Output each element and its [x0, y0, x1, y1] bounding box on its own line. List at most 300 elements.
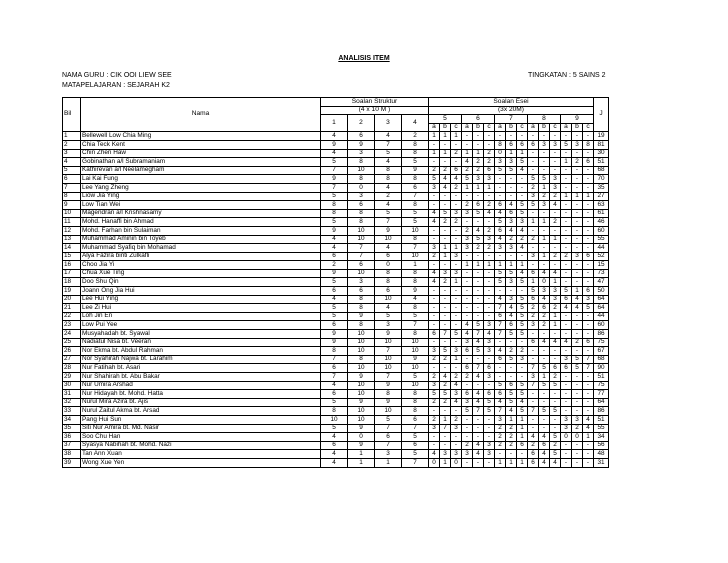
score-cell: 1 — [375, 458, 402, 467]
header-sub-a: a — [528, 123, 539, 132]
table-row — [63, 209, 609, 218]
score-cell: 10 — [375, 338, 402, 347]
score-cell: 4 — [528, 433, 539, 442]
score-cell: 3 — [429, 244, 440, 253]
score-cell: 8 — [402, 304, 429, 313]
score-cell: 5 — [375, 209, 402, 218]
score-cell: 3 — [528, 321, 539, 330]
row-number: 35 — [63, 424, 81, 433]
score-cell: 7 — [495, 330, 506, 339]
score-cell: 10 — [348, 330, 375, 339]
score-cell: 4 — [550, 201, 561, 210]
score-cell: 8 — [321, 407, 348, 416]
score-cell: 6 — [462, 364, 473, 373]
table-row — [63, 458, 609, 467]
score-cell: 6 — [375, 287, 402, 296]
score-cell: - — [495, 252, 506, 261]
score-cell: 2 — [440, 278, 451, 287]
score-cell: 9 — [402, 355, 429, 364]
score-cell: 1 — [451, 132, 462, 141]
score-cell: 6 — [495, 355, 506, 364]
score-cell: 5 — [321, 218, 348, 227]
score-cell: - — [583, 218, 594, 227]
score-cell: 1 — [473, 183, 484, 192]
score-cell: 2 — [539, 321, 550, 330]
score-cell: - — [429, 140, 440, 149]
score-cell: 1 — [528, 278, 539, 287]
score-cell: - — [473, 287, 484, 296]
score-cell: - — [429, 364, 440, 373]
score-cell: 9 — [375, 226, 402, 235]
score-cell: 2 — [462, 373, 473, 382]
score-cell: 8 — [402, 278, 429, 287]
score-cell: 4 — [473, 450, 484, 459]
table-row — [63, 441, 609, 450]
row-number: 30 — [63, 381, 81, 390]
score-cell: 4 — [451, 175, 462, 184]
score-cell: 10 — [402, 226, 429, 235]
score-cell: 2 — [528, 312, 539, 321]
score-cell: 8 — [348, 175, 375, 184]
score-cell: - — [440, 287, 451, 296]
student-name: Loh Jin En — [81, 312, 321, 321]
score-cell: 4 — [484, 330, 495, 339]
score-cell: - — [484, 355, 495, 364]
score-cell: 3 — [561, 424, 572, 433]
score-cell: - — [572, 261, 583, 270]
subject-name: MATAPELAJARAN : SEJARAH K2 — [62, 82, 170, 89]
score-cell: 6 — [484, 364, 495, 373]
table-row — [63, 398, 609, 407]
score-cell: 4 — [473, 226, 484, 235]
score-cell: - — [440, 235, 451, 244]
score-cell: 2 — [528, 304, 539, 313]
score-cell: - — [583, 226, 594, 235]
score-cell: 7 — [440, 330, 451, 339]
row-number: 26 — [63, 347, 81, 356]
header-q3: 3 — [375, 115, 402, 132]
score-cell: 1 — [539, 373, 550, 382]
score-cell: 7 — [495, 407, 506, 416]
table-row — [63, 287, 609, 296]
table-row — [63, 390, 609, 399]
score-cell: - — [517, 132, 528, 141]
score-cell: 10 — [348, 415, 375, 424]
score-cell: - — [473, 218, 484, 227]
score-cell: - — [451, 441, 462, 450]
student-name: Low Pui Yee — [81, 321, 321, 330]
score-cell: 3 — [348, 192, 375, 201]
row-number: 6 — [63, 175, 81, 184]
score-cell: - — [484, 424, 495, 433]
score-cell: - — [528, 347, 539, 356]
score-cell: 0 — [348, 183, 375, 192]
score-cell: 2 — [572, 424, 583, 433]
score-cell: - — [572, 407, 583, 416]
score-cell: 0 — [495, 149, 506, 158]
row-number: 38 — [63, 450, 81, 459]
score-cell: 7 — [402, 244, 429, 253]
score-cell: - — [550, 132, 561, 141]
score-cell: 4 — [402, 295, 429, 304]
score-cell: 3 — [572, 252, 583, 261]
student-name: Nur Hidayah bt. Mohd. Hatta — [81, 390, 321, 399]
total-score: 30 — [594, 149, 609, 158]
score-cell: - — [506, 450, 517, 459]
score-cell: - — [539, 158, 550, 167]
score-cell: - — [451, 338, 462, 347]
score-cell: 4 — [429, 209, 440, 218]
score-cell: - — [495, 450, 506, 459]
score-cell: 1 — [539, 235, 550, 244]
score-cell: 6 — [321, 364, 348, 373]
teacher-name: NAMA GURU : CIK OOI LIEW SEE — [62, 72, 172, 79]
score-cell: 2 — [440, 218, 451, 227]
score-cell: 5 — [462, 407, 473, 416]
total-score: 67 — [594, 347, 609, 356]
score-cell: - — [583, 458, 594, 467]
row-number: 13 — [63, 235, 81, 244]
score-cell: - — [451, 287, 462, 296]
score-cell: - — [561, 209, 572, 218]
total-score: 48 — [594, 450, 609, 459]
header-sub-a: a — [462, 123, 473, 132]
table-row — [63, 295, 609, 304]
header-sub-b: b — [506, 123, 517, 132]
score-cell: - — [572, 321, 583, 330]
row-number: 1 — [63, 132, 81, 141]
score-cell: 1 — [484, 261, 495, 270]
score-cell: 4 — [517, 398, 528, 407]
score-cell: 5 — [550, 381, 561, 390]
score-cell: 1 — [550, 321, 561, 330]
score-cell: 3 — [462, 450, 473, 459]
table-body — [63, 132, 609, 467]
total-score: 47 — [594, 278, 609, 287]
score-cell: 6 — [528, 450, 539, 459]
score-cell: 9 — [402, 287, 429, 296]
score-cell: - — [539, 347, 550, 356]
table-row — [63, 201, 609, 210]
score-cell: - — [517, 364, 528, 373]
header-q6: 6 — [462, 115, 495, 124]
score-cell: 5 — [495, 381, 506, 390]
score-cell: 6 — [517, 140, 528, 149]
score-cell: - — [495, 364, 506, 373]
score-cell: 5 — [429, 175, 440, 184]
header-q5: 5 — [429, 115, 462, 124]
score-cell: 7 — [495, 304, 506, 313]
score-cell: 1 — [451, 278, 462, 287]
score-cell: 5 — [583, 304, 594, 313]
table-row — [63, 149, 609, 158]
score-cell: - — [539, 390, 550, 399]
score-cell: - — [429, 287, 440, 296]
score-cell: 3 — [440, 269, 451, 278]
score-cell: 4 — [429, 278, 440, 287]
score-cell: 6 — [402, 415, 429, 424]
score-cell: 4 — [539, 458, 550, 467]
row-number: 16 — [63, 261, 81, 270]
score-cell: 6 — [348, 201, 375, 210]
header-q4: 4 — [402, 115, 429, 132]
score-cell: 6 — [506, 321, 517, 330]
score-cell: - — [517, 175, 528, 184]
score-cell: 1 — [348, 458, 375, 467]
score-cell: - — [440, 364, 451, 373]
score-cell: - — [451, 321, 462, 330]
score-cell: 4 — [539, 450, 550, 459]
score-cell: 8 — [348, 321, 375, 330]
table-row — [63, 424, 609, 433]
score-cell: 9 — [321, 140, 348, 149]
score-cell: - — [528, 209, 539, 218]
score-cell: - — [572, 312, 583, 321]
student-name: Wong Xue Yen — [81, 458, 321, 467]
score-cell: 3 — [348, 149, 375, 158]
student-name: Nor Syahirah Najwa bt. Larahim — [81, 355, 321, 364]
score-cell: 5 — [506, 390, 517, 399]
score-cell: - — [550, 261, 561, 270]
score-cell: 1 — [462, 261, 473, 270]
row-number: 21 — [63, 304, 81, 313]
score-cell: - — [561, 244, 572, 253]
score-cell: - — [572, 390, 583, 399]
student-name: Alya Fazira binti Zulkafli — [81, 252, 321, 261]
score-cell: 1 — [473, 261, 484, 270]
score-cell: 4 — [506, 312, 517, 321]
score-cell: - — [561, 183, 572, 192]
score-cell: 10 — [375, 355, 402, 364]
score-cell: - — [473, 295, 484, 304]
score-cell: 1 — [528, 218, 539, 227]
score-cell: 4 — [539, 295, 550, 304]
total-score: 64 — [594, 398, 609, 407]
row-number: 17 — [63, 269, 81, 278]
score-cell: - — [572, 149, 583, 158]
score-cell: 6 — [528, 269, 539, 278]
score-cell: - — [462, 355, 473, 364]
header-sub-c: c — [550, 123, 561, 132]
score-cell: 3 — [528, 192, 539, 201]
score-cell: 7 — [528, 364, 539, 373]
score-cell: 4 — [517, 269, 528, 278]
score-cell: 2 — [506, 235, 517, 244]
score-cell: - — [561, 390, 572, 399]
score-cell: 5 — [402, 218, 429, 227]
score-cell: 5 — [473, 235, 484, 244]
score-cell: 8 — [348, 158, 375, 167]
score-cell: 5 — [517, 278, 528, 287]
score-cell: - — [462, 424, 473, 433]
score-cell: 4 — [572, 304, 583, 313]
score-cell: - — [462, 312, 473, 321]
total-score: 27 — [594, 192, 609, 201]
score-cell: 5 — [572, 364, 583, 373]
row-number: 19 — [63, 287, 81, 296]
score-cell: 5 — [517, 304, 528, 313]
score-cell: - — [561, 278, 572, 287]
score-cell: 9 — [348, 140, 375, 149]
score-cell: - — [429, 304, 440, 313]
score-cell: 5 — [506, 355, 517, 364]
score-cell: - — [528, 424, 539, 433]
header-sub-c: c — [517, 123, 528, 132]
score-cell: 7 — [402, 192, 429, 201]
score-cell: - — [539, 424, 550, 433]
score-cell: 4 — [473, 373, 484, 382]
score-cell: 4 — [451, 381, 462, 390]
student-name: Liow Jia Ying — [81, 192, 321, 201]
total-score: 68 — [594, 355, 609, 364]
score-cell: 7 — [495, 321, 506, 330]
table-row — [63, 183, 609, 192]
total-score: 75 — [594, 338, 609, 347]
score-cell: 0 — [348, 433, 375, 442]
score-cell: - — [484, 269, 495, 278]
score-cell: 8 — [375, 278, 402, 287]
score-cell: 3 — [484, 235, 495, 244]
table-row — [63, 321, 609, 330]
score-cell: 1 — [539, 252, 550, 261]
score-cell: 5 — [462, 175, 473, 184]
table-row — [63, 304, 609, 313]
score-cell: 1 — [506, 415, 517, 424]
score-cell: - — [528, 244, 539, 253]
score-cell: - — [517, 450, 528, 459]
score-cell: 5 — [473, 347, 484, 356]
student-name: Mohd. Hanaffi bin Ahmad — [81, 218, 321, 227]
student-name: Pang Hui Sun — [81, 415, 321, 424]
score-cell: 1 — [440, 132, 451, 141]
score-cell: - — [561, 312, 572, 321]
score-cell: 3 — [561, 415, 572, 424]
score-cell: 2 — [451, 415, 462, 424]
score-cell: 7 — [402, 321, 429, 330]
score-cell: 4 — [517, 226, 528, 235]
score-cell: - — [572, 330, 583, 339]
score-cell: - — [550, 149, 561, 158]
row-number: 37 — [63, 441, 81, 450]
score-cell: 5 — [550, 450, 561, 459]
score-cell: 9 — [375, 398, 402, 407]
score-cell: - — [440, 201, 451, 210]
score-cell: 1 — [495, 261, 506, 270]
score-cell: 7 — [402, 458, 429, 467]
score-cell: 3 — [429, 424, 440, 433]
score-cell: 3 — [495, 158, 506, 167]
score-cell: - — [440, 441, 451, 450]
table-row — [63, 235, 609, 244]
score-cell: 5 — [506, 330, 517, 339]
score-cell: - — [484, 295, 495, 304]
total-score: 77 — [594, 390, 609, 399]
score-cell: 5 — [517, 312, 528, 321]
score-cell: - — [484, 458, 495, 467]
score-cell: 4 — [495, 398, 506, 407]
score-cell: - — [561, 381, 572, 390]
score-cell: - — [429, 295, 440, 304]
total-score: 44 — [594, 312, 609, 321]
score-cell: 2 — [484, 158, 495, 167]
score-cell: 4 — [375, 132, 402, 141]
row-number: 7 — [63, 183, 81, 192]
score-cell: 5 — [451, 330, 462, 339]
score-cell: 4 — [506, 226, 517, 235]
score-cell: 7 — [583, 364, 594, 373]
score-cell: 6 — [321, 390, 348, 399]
student-name: Nur Fatihah bt. Asari — [81, 364, 321, 373]
score-cell: - — [429, 235, 440, 244]
score-cell: 10 — [348, 235, 375, 244]
score-cell: 2 — [451, 218, 462, 227]
score-cell: - — [572, 347, 583, 356]
score-cell: 1 — [550, 278, 561, 287]
score-cell: - — [572, 373, 583, 382]
score-cell: 4 — [321, 450, 348, 459]
score-cell: - — [506, 175, 517, 184]
score-cell: - — [495, 192, 506, 201]
score-cell: 4 — [462, 321, 473, 330]
score-cell: - — [550, 158, 561, 167]
table-row — [63, 450, 609, 459]
score-cell: 4 — [321, 132, 348, 141]
score-cell: 4 — [539, 338, 550, 347]
score-cell: - — [451, 312, 462, 321]
student-name: Nur Umira Arshad — [81, 381, 321, 390]
score-cell: 5 — [539, 364, 550, 373]
score-cell: 7 — [375, 441, 402, 450]
score-cell: 7 — [375, 347, 402, 356]
score-cell: 3 — [462, 398, 473, 407]
score-cell: 2 — [561, 252, 572, 261]
table-row — [63, 261, 609, 270]
score-cell: 2 — [484, 226, 495, 235]
score-cell: 3 — [484, 321, 495, 330]
score-cell: 3 — [539, 287, 550, 296]
score-cell: 6 — [528, 458, 539, 467]
score-cell: 3 — [462, 209, 473, 218]
score-cell: 6 — [321, 287, 348, 296]
score-cell: 3 — [583, 295, 594, 304]
student-name: Nadiatul Nisa bt. Veeran — [81, 338, 321, 347]
score-cell: 5 — [517, 330, 528, 339]
score-cell: - — [462, 458, 473, 467]
score-cell: - — [517, 192, 528, 201]
row-number: 3 — [63, 149, 81, 158]
score-cell: 2 — [528, 441, 539, 450]
table-row — [63, 132, 609, 141]
row-number: 5 — [63, 166, 81, 175]
score-cell: 3 — [429, 381, 440, 390]
table-row — [63, 158, 609, 167]
score-cell: - — [506, 287, 517, 296]
score-cell: - — [462, 287, 473, 296]
score-cell: 3 — [462, 244, 473, 253]
score-cell: - — [473, 312, 484, 321]
score-cell: - — [550, 244, 561, 253]
score-cell: - — [539, 330, 550, 339]
score-cell: - — [462, 218, 473, 227]
score-cell: - — [506, 192, 517, 201]
student-name: Tan Ann Xuan — [81, 450, 321, 459]
score-cell: - — [528, 149, 539, 158]
score-cell: - — [561, 132, 572, 141]
score-cell: - — [451, 235, 462, 244]
score-cell: 10 — [375, 364, 402, 373]
score-cell: - — [517, 183, 528, 192]
score-cell: 7 — [583, 355, 594, 364]
